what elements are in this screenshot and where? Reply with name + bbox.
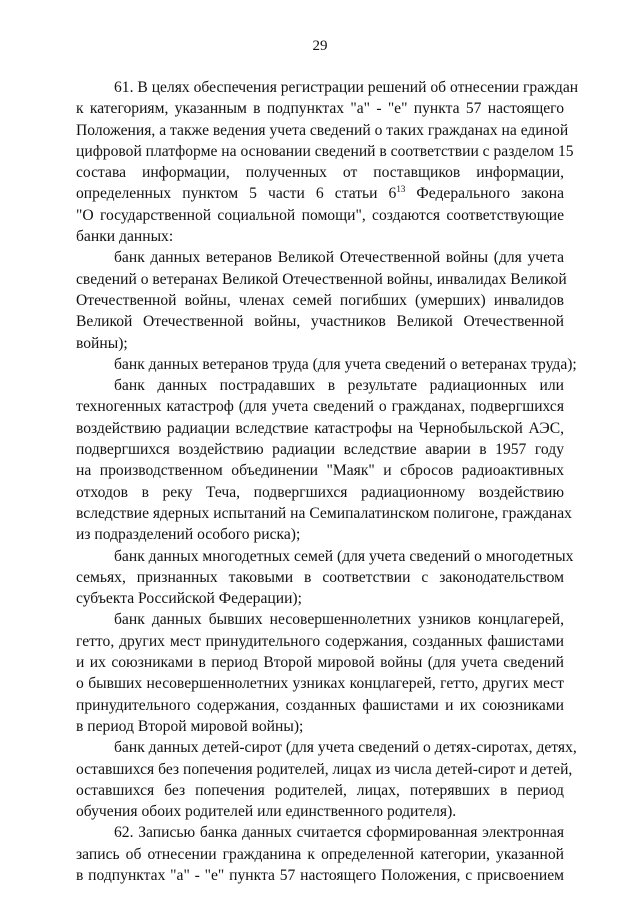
text-line bbox=[76, 269, 567, 290]
text-line bbox=[76, 822, 564, 843]
text-line bbox=[76, 98, 564, 119]
text-line bbox=[76, 333, 564, 354]
text-line-content: оставшихся без попечения родителей, лицах, потерявших в период bbox=[76, 781, 564, 799]
text-line bbox=[76, 183, 564, 204]
superscript: 13 bbox=[396, 184, 406, 195]
text-line bbox=[76, 418, 564, 439]
text-line-content: к категориям, указанным в подпунктах "а" - "е" пункта 57 настоящего bbox=[76, 100, 564, 118]
text-line-content: банк данных ветеранов труда (для учета сведений о ветеранах труда); bbox=[114, 355, 577, 373]
text-line bbox=[76, 844, 564, 865]
text-line bbox=[76, 737, 577, 758]
text-line-content: вследствие ядерных испытаний на Семипалатинском полигоне, гражданах bbox=[76, 504, 572, 522]
text-line-content: банк данных ветеранов Великой Отечественной войны (для учета bbox=[114, 249, 564, 267]
text-line-content: Отечественной войны, членах семей погибших (умерших) инвалидов bbox=[76, 291, 564, 309]
text-line-content: определенных пунктом 5 части 6 статьи 6 bbox=[76, 185, 397, 203]
text-line bbox=[76, 609, 564, 630]
text-line bbox=[76, 780, 564, 801]
text-line bbox=[76, 120, 569, 141]
text-line-content: и их союзниками в период Второй мировой войны (для учета сведений bbox=[76, 654, 564, 672]
text-line-content: семьях, признанных таковыми в соответствии с законодательством bbox=[76, 568, 564, 586]
text-line-content: банк данных многодетных семей (для учета сведений о многодетных bbox=[114, 547, 574, 565]
text-line-content: в подпунктах "а" - "е" пункта 57 настоящего Положения, с присвоением bbox=[76, 866, 564, 884]
text-line-content: банк данных пострадавших в результате радиационных или bbox=[114, 377, 564, 395]
text-line-content: 61. В целях обеспечения регистрации решений об отнесении граждан bbox=[114, 79, 579, 96]
text-line bbox=[76, 226, 564, 247]
text-line-content: обучения обоих родителей или единственного родителя). bbox=[76, 803, 457, 821]
text-line bbox=[76, 546, 574, 567]
text-line bbox=[76, 567, 564, 588]
text-line bbox=[76, 631, 564, 652]
text-line-content: подвергшихся воздействию радиации вследствие аварии в 1957 году bbox=[76, 441, 564, 459]
text-line bbox=[76, 290, 564, 311]
text-line bbox=[76, 482, 564, 503]
text-line-content: банки данных: bbox=[76, 228, 174, 246]
text-line bbox=[76, 354, 577, 375]
text-line-content: о бывших несовершеннолетних узниках концлагерей, гетто, других мест bbox=[76, 675, 564, 693]
text-line-content: "О государственной социальной помощи", создаются соответствующие bbox=[76, 206, 564, 224]
text-line-content: субъекта Российской Федерации); bbox=[76, 590, 302, 608]
text-line bbox=[76, 439, 564, 460]
text-line bbox=[76, 205, 564, 226]
text-line-content: банк данных детей-сирот (для учета сведений о детях-сиротах, детях, bbox=[114, 739, 577, 757]
text-line bbox=[76, 77, 579, 98]
text-line-content: оставшихся без попечения родителей, лицах из числа детей-сирот и детей, bbox=[76, 760, 573, 778]
text-line-content: сведений о ветеранах Великой Отечественной войны, инвалидах Великой bbox=[76, 270, 567, 288]
text-line bbox=[76, 695, 564, 716]
text-line-content: принудительного содержания, созданных фашистами и их союзниками bbox=[76, 696, 564, 714]
text-line-content: на производственном объединении "Маяк" и сбросов радиоактивных bbox=[76, 462, 564, 480]
text-line bbox=[76, 524, 564, 545]
text-line-continuation: Федерального закона bbox=[405, 185, 565, 203]
text-line bbox=[76, 865, 564, 886]
text-line-content: цифровой платформе на основании сведений в соответствии с разделом 15 bbox=[76, 142, 574, 160]
text-line-content: состава информации, полученных от поставщиков информации, bbox=[76, 164, 564, 182]
text-line-content: гетто, других мест принудительного содержания, созданных фашистами bbox=[76, 632, 564, 650]
text-line bbox=[76, 652, 564, 673]
text-line bbox=[76, 759, 573, 780]
text-line bbox=[76, 396, 564, 417]
text-line bbox=[76, 375, 564, 396]
text-line bbox=[76, 503, 572, 524]
text-line bbox=[76, 311, 564, 332]
text-line-content: в период Второй мировой войны); bbox=[76, 717, 304, 735]
text-line bbox=[76, 162, 564, 183]
text-line bbox=[76, 673, 564, 694]
text-line bbox=[76, 141, 574, 162]
text-line-content: войны); bbox=[76, 334, 128, 352]
text-line-content: Великой Отечественной войны, участников Великой Отечественной bbox=[76, 313, 564, 331]
text-line-content: банк данных бывших несовершеннолетних узников концлагерей, bbox=[114, 611, 564, 629]
text-line-content: отходов в реку Теча, подвергшихся радиационному воздействию bbox=[76, 483, 564, 501]
text-line-content: 62. Записью банка данных считается сформированная электронная bbox=[114, 824, 564, 842]
text-line-content: Положения, а также ведения учета сведений о таких гражданах на единой bbox=[76, 121, 569, 139]
text-line-content: техногенных катастроф (для учета сведений о гражданах, подвергшихся bbox=[76, 398, 564, 416]
page-number: 29 bbox=[312, 38, 328, 54]
text-line bbox=[76, 588, 564, 609]
document-body bbox=[76, 77, 579, 886]
text-line-content: воздействию радиации вследствие катастрофы на Чернобыльской АЭС, bbox=[76, 419, 564, 437]
text-line bbox=[76, 801, 564, 822]
text-line bbox=[76, 716, 564, 737]
text-line-content: из подразделений особого риска); bbox=[76, 526, 301, 544]
text-line bbox=[76, 460, 564, 481]
text-line bbox=[76, 247, 564, 268]
text-line-content: запись об отнесении гражданина к определенной категории, указанной bbox=[76, 845, 564, 863]
